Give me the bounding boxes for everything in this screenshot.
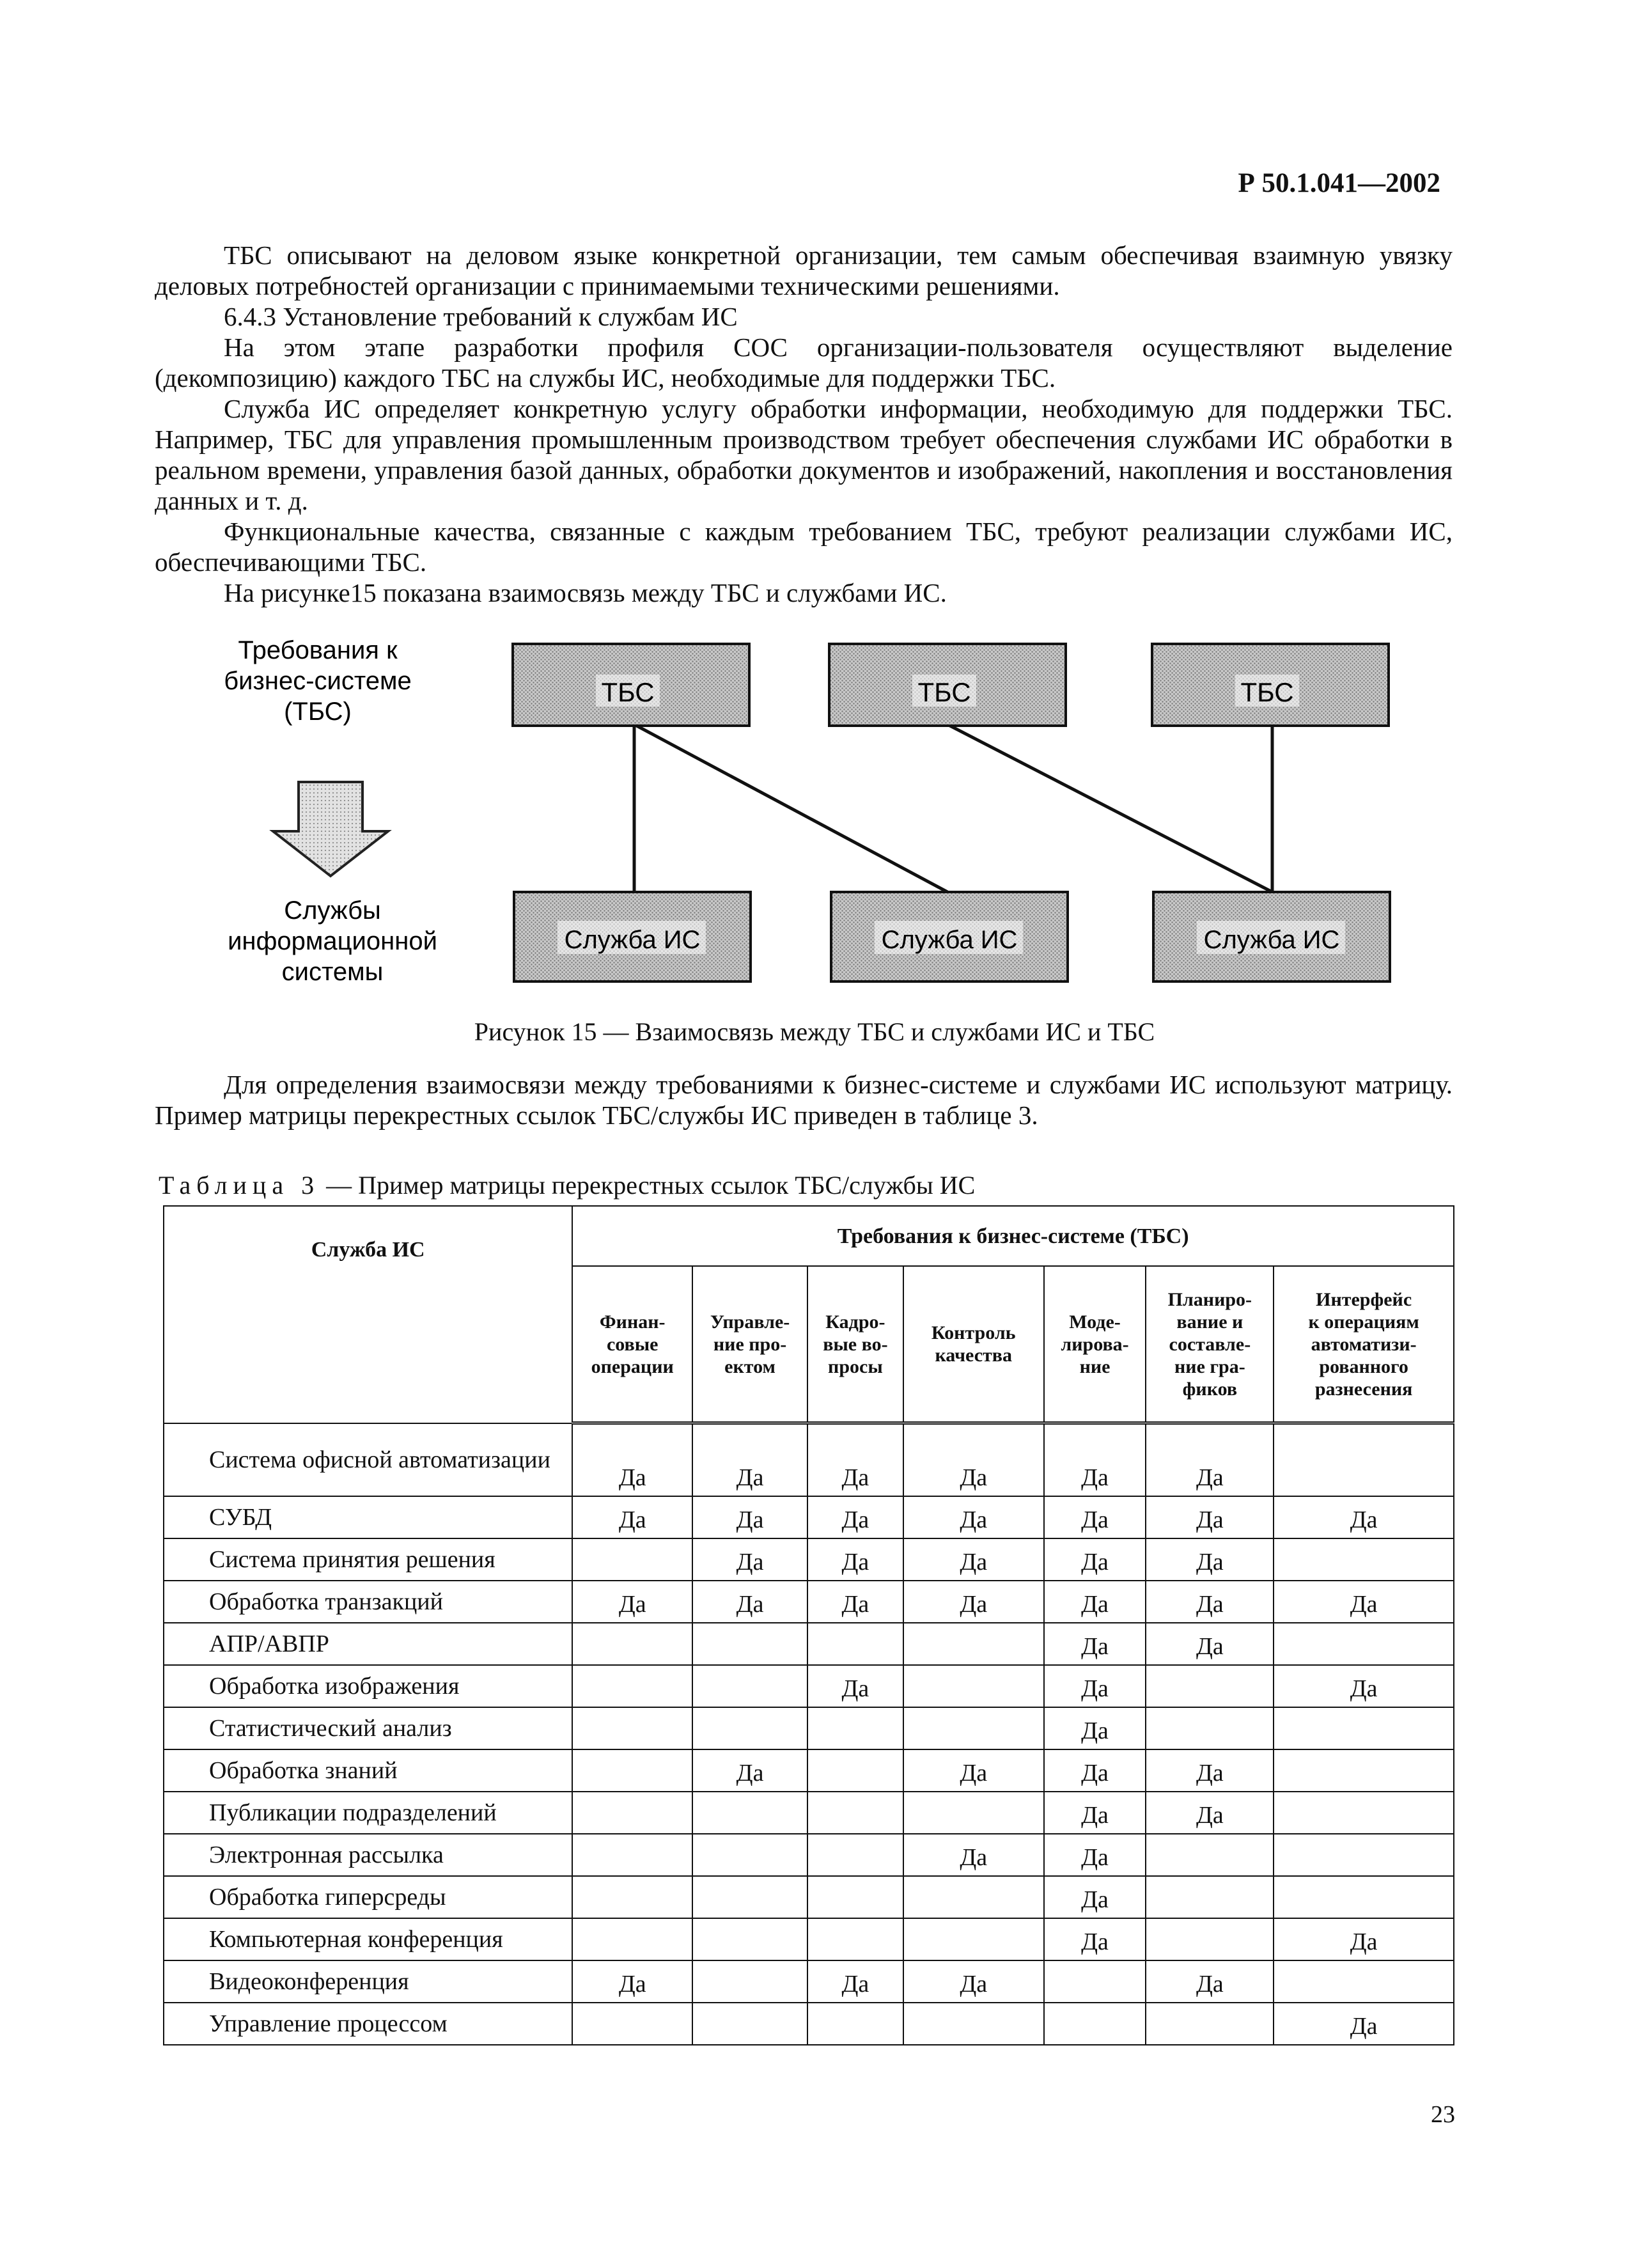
tbs-box-label: ТБС [601, 677, 655, 707]
matrix-cell [1274, 1792, 1454, 1834]
column-header [903, 1266, 1044, 1423]
table-row [164, 1918, 1454, 1960]
service-name: Обработка знаний [164, 1749, 572, 1792]
matrix-cell [1274, 1834, 1454, 1876]
matrix-cell: Да [1044, 1876, 1146, 1918]
tbs-box-1 [513, 644, 749, 726]
column-header-line: вание и [1176, 1311, 1243, 1333]
matrix-cell: Да [807, 1665, 903, 1707]
matrix-cell: Да [1044, 1538, 1146, 1581]
service-box-label: Служба ИС [1203, 926, 1340, 954]
table-row [164, 1876, 1454, 1918]
left-bottom-label-line1: Службы [284, 896, 381, 925]
matrix-cell [1274, 1707, 1454, 1749]
column-header-line: Финан- [599, 1311, 666, 1333]
matrix-cell: Да [1146, 1623, 1274, 1665]
matrix-cell: Да [572, 1581, 692, 1623]
column-header [807, 1266, 903, 1423]
column-header [1146, 1266, 1274, 1423]
matrix-cell [807, 1918, 903, 1960]
service-name: Статистический анализ [164, 1707, 572, 1749]
matrix-cell: Да [1146, 1423, 1274, 1496]
paragraph: ТБС описывают на деловом языке конкретной организации, тем самым обеспечивая взаимную увязку деловых потребностей организации с принимаемыми техническими решениями. [155, 240, 1453, 301]
matrix-cell [572, 1918, 692, 1960]
column-header-line: составле- [1169, 1333, 1251, 1355]
matrix-cell [903, 1665, 1044, 1707]
matrix-cell [807, 1792, 903, 1834]
service-name: СУБД [164, 1496, 572, 1538]
matrix-cell [1146, 1665, 1274, 1707]
matrix-cell [1274, 1960, 1454, 2003]
paragraph: Функциональные качества, связанные с каждым требованием ТБС, требуют реализации службами ИС, обеспечивающими ТБС. [155, 517, 1453, 577]
group-header: Требования к бизнес-системе (ТБС) [572, 1206, 1454, 1266]
matrix-cell [692, 1792, 807, 1834]
connector-line [634, 724, 947, 892]
table-caption-rest: — Пример матрицы перекрестных ссылок ТБС/службы ИС [320, 1171, 976, 1200]
matrix-cell: Да [807, 1496, 903, 1538]
column-header-line: вые во- [823, 1333, 888, 1355]
left-bottom-label-line3: системы [281, 958, 384, 986]
body-text [155, 240, 1453, 608]
matrix-cell [572, 1749, 692, 1792]
matrix-cell [1146, 2003, 1274, 2045]
table-row [164, 2003, 1454, 2045]
matrix-cell [807, 1834, 903, 1876]
matrix-cell: Да [1044, 1581, 1146, 1623]
matrix-cell [1146, 1876, 1274, 1918]
column-header-line: лирова- [1061, 1333, 1129, 1355]
matrix-cell: Да [1044, 1834, 1146, 1876]
matrix-cell: Да [903, 1834, 1044, 1876]
column-header-line: ние гра- [1174, 1356, 1245, 1377]
figure-15 [155, 630, 1453, 1013]
matrix-cell [1274, 1623, 1454, 1665]
column-header-line: ние про- [713, 1333, 787, 1355]
service-name: Публикации подразделений [164, 1792, 572, 1834]
matrix-cell: Да [1146, 1496, 1274, 1538]
matrix-cell: Да [903, 1581, 1044, 1623]
matrix-cell [572, 1665, 692, 1707]
column-header-line: просы [828, 1356, 883, 1377]
matrix-cell: Да [1274, 2003, 1454, 2045]
matrix-cell [572, 1538, 692, 1581]
matrix-cell [1274, 1538, 1454, 1581]
matrix-cell: Да [1044, 1707, 1146, 1749]
matrix-cell: Да [1146, 1960, 1274, 2003]
matrix-cell [692, 1665, 807, 1707]
matrix-cell: Да [903, 1423, 1044, 1496]
matrix-cell [1044, 1960, 1146, 2003]
column-header-line: Моде- [1069, 1311, 1121, 1333]
service-name: Обработка гиперсреды [164, 1876, 572, 1918]
matrix-cell [1146, 1918, 1274, 1960]
tbs-box-label: ТБС [1240, 677, 1294, 707]
service-name: Система офисной автоматизации [164, 1423, 572, 1496]
column-header [692, 1266, 807, 1423]
table-row [164, 1581, 1454, 1623]
service-box-1 [514, 892, 751, 981]
column-header-line: разнесения [1314, 1378, 1413, 1400]
table-row [164, 1834, 1454, 1876]
matrix-cell [807, 1749, 903, 1792]
matrix-cell: Да [1044, 1665, 1146, 1707]
left-top-label-line3: (ТБС) [284, 698, 352, 726]
matrix-cell [572, 1792, 692, 1834]
matrix-cell [807, 1876, 903, 1918]
matrix-cell: Да [1146, 1749, 1274, 1792]
column-header-line: Кадро- [825, 1311, 885, 1333]
left-top-label-line2: бизнес-системе [224, 667, 412, 695]
matrix-cell [903, 1623, 1044, 1665]
matrix-cell: Да [1044, 1496, 1146, 1538]
matrix-cell: Да [903, 1749, 1044, 1792]
paragraph: На этом этапе разработки профиля СОС организации-пользователя осуществляют выделение (декомпозицию) каждого ТБС на службы ИС, необходимые для поддержки ТБС. [155, 332, 1453, 393]
matrix-cell [692, 2003, 807, 2045]
matrix-cell [1274, 1423, 1454, 1496]
matrix-cell: Да [807, 1538, 903, 1581]
left-top-label-line1: Требования к [238, 636, 398, 664]
down-arrow-icon [273, 782, 388, 876]
matrix-cell [1274, 1749, 1454, 1792]
column-header-line: фиков [1182, 1378, 1238, 1400]
column-header-line: автоматизи- [1311, 1333, 1417, 1355]
matrix-cell [1146, 1834, 1274, 1876]
matrix-cell [903, 1792, 1044, 1834]
connector-line [947, 724, 1272, 892]
matrix-cell: Да [692, 1423, 807, 1496]
paragraph: На рисунке15 показана взаимосвязь между ТБС и службами ИС. [224, 578, 947, 607]
column-header-line: к операциям [1308, 1311, 1419, 1333]
table-row [164, 1538, 1454, 1581]
tbs-box-2 [829, 644, 1066, 726]
matrix-cell [572, 1876, 692, 1918]
cross-reference-matrix [163, 1205, 1454, 2045]
service-name: Электронная рассылка [164, 1834, 572, 1876]
matrix-cell: Да [692, 1749, 807, 1792]
column-header-line: качества [935, 1345, 1012, 1366]
table-row [164, 1623, 1454, 1665]
matrix-cell: Да [572, 1960, 692, 2003]
table-row [164, 1496, 1454, 1538]
column-header [572, 1266, 692, 1423]
document-code: Р 50.1.041—2002 [1238, 168, 1440, 198]
tbs-box-3 [1152, 644, 1389, 726]
matrix-cell: Да [1146, 1581, 1274, 1623]
matrix-cell [903, 2003, 1044, 2045]
service-name: Обработка изображения [164, 1665, 572, 1707]
matrix-cell [1044, 2003, 1146, 2045]
column-header-line: совые [606, 1333, 659, 1355]
table-row [164, 1792, 1454, 1834]
matrix-cell: Да [807, 1960, 903, 2003]
table-caption [159, 1170, 975, 1200]
matrix-cell [807, 1707, 903, 1749]
corner-header: Служба ИС [164, 1206, 572, 1423]
service-name: Видеоконференция [164, 1960, 572, 2003]
matrix-cell [692, 1960, 807, 2003]
column-header-line: ектом [724, 1356, 776, 1377]
service-box-2 [831, 892, 1068, 981]
column-header-line: ние [1079, 1356, 1111, 1377]
paragraph: 6.4.3 Установление требований к службам ИС [224, 302, 738, 331]
left-bottom-label-line2: информационной [228, 927, 437, 955]
matrix-cell [692, 1623, 807, 1665]
diagram [155, 630, 1453, 1013]
paragraph: Служба ИС определяет конкретную услугу обработки информации, необходимую для поддержки ТБС. Например, ТБС для управления промышленным производством требует обеспечения службами ИС обработки в реальном времени, управления базой данных, обработки документов и изображений, накопления и восстановления данных и т. д. [155, 394, 1453, 515]
matrix-cell [692, 1876, 807, 1918]
service-name: Компьютерная конференция [164, 1918, 572, 1960]
column-header-line: Планиро- [1167, 1288, 1252, 1310]
service-box-3 [1153, 892, 1390, 981]
matrix-cell: Да [903, 1960, 1044, 2003]
column-header [1044, 1266, 1146, 1423]
service-name: Система принятия решения [164, 1538, 572, 1581]
matrix-cell: Да [807, 1581, 903, 1623]
matrix-cell: Да [1146, 1538, 1274, 1581]
matrix-cell: Да [1044, 1918, 1146, 1960]
table-intro-paragraph: Для определения взаимосвязи между требованиями к бизнес-системе и службами ИС используют матрицу. Пример матрицы перекрестных ссылок ТБС/службы ИС приведен в таблице 3. [155, 1070, 1453, 1130]
service-name: АПР/АВПР [164, 1623, 572, 1665]
matrix-cell [692, 1834, 807, 1876]
service-name: Обработка транзакций [164, 1581, 572, 1623]
matrix-cell [572, 1623, 692, 1665]
matrix-cell: Да [1146, 1792, 1274, 1834]
matrix-cell [903, 1918, 1044, 1960]
table-row [164, 1707, 1454, 1749]
matrix-cell: Да [1274, 1496, 1454, 1538]
tbs-box-label: ТБС [917, 677, 971, 707]
matrix-cell: Да [1274, 1581, 1454, 1623]
matrix-cell: Да [1044, 1749, 1146, 1792]
page-number: 23 [1431, 2101, 1455, 2128]
matrix-cell: Да [1044, 1792, 1146, 1834]
service-box-label: Служба ИС [881, 926, 1018, 954]
matrix-cell: Да [572, 1423, 692, 1496]
matrix-cell: Да [692, 1581, 807, 1623]
service-box-label: Служба ИС [564, 926, 701, 954]
matrix-cell: Да [807, 1423, 903, 1496]
matrix-cell [692, 1707, 807, 1749]
matrix-cell: Да [1274, 1665, 1454, 1707]
matrix-cell: Да [903, 1496, 1044, 1538]
table-caption-prefix: Таблица 3 [159, 1171, 320, 1200]
column-header-line: Интерфейс [1316, 1288, 1412, 1310]
table-row [164, 1960, 1454, 2003]
table-row [164, 1423, 1454, 1496]
matrix-cell: Да [1274, 1918, 1454, 1960]
matrix-cell [1146, 1707, 1274, 1749]
figure-caption: Рисунок 15 — Взаимосвязь между ТБС и службами ИС и ТБС [474, 1017, 1155, 1046]
column-header [1274, 1266, 1454, 1423]
matrix-cell [903, 1707, 1044, 1749]
matrix-cell [807, 1623, 903, 1665]
matrix-cell: Да [1044, 1623, 1146, 1665]
matrix-cell: Да [572, 1496, 692, 1538]
column-header-line: операции [591, 1356, 674, 1377]
matrix-cell [692, 1918, 807, 1960]
matrix-cell: Да [692, 1538, 807, 1581]
column-header-line: Контроль [931, 1322, 1016, 1343]
matrix-cell [572, 1707, 692, 1749]
matrix-cell: Да [692, 1496, 807, 1538]
table-row [164, 1749, 1454, 1792]
column-header-line: рованного [1319, 1356, 1408, 1377]
service-name: Управление процессом [164, 2003, 572, 2045]
matrix-cell: Да [903, 1538, 1044, 1581]
matrix-cell [903, 1876, 1044, 1918]
matrix-cell [572, 2003, 692, 2045]
column-header-line: Управле- [710, 1311, 790, 1333]
matrix-cell [1274, 1876, 1454, 1918]
table-row [164, 1665, 1454, 1707]
matrix-cell [572, 1834, 692, 1876]
matrix-cell: Да [1044, 1423, 1146, 1496]
matrix-cell [807, 2003, 903, 2045]
